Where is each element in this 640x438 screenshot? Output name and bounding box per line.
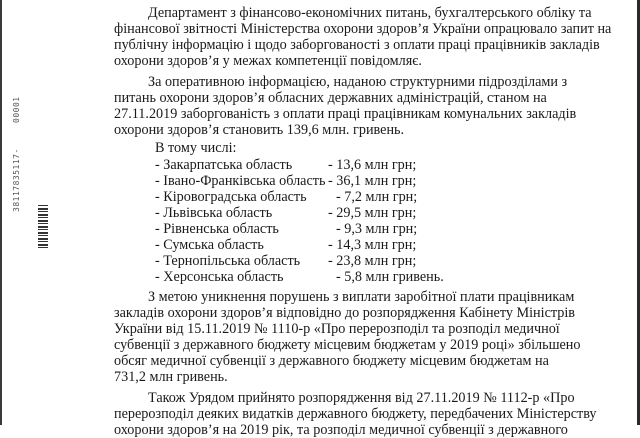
region-value: - 29,5 млн грн; (328, 205, 417, 221)
region-value: - 13,6 млн грн; (328, 157, 417, 173)
region-value: - 14,3 млн грн; (328, 237, 417, 253)
para4-line-1: Також Урядом прийнято розпорядження від 27.11.2019 № 1112-р «Про (148, 390, 575, 406)
para2-line-3: 27.11.2019 заборгованість з оплати праці працівникам комунальних закладів (114, 106, 577, 122)
region-name: - Івано-Франківська область (155, 173, 326, 189)
para3-line-6: 731,2 млн гривень. (114, 369, 228, 385)
region-name: - Львівська область (155, 205, 273, 221)
region-name: - Херсонська область (155, 269, 284, 285)
side-registration-code (12, 62, 34, 212)
para2-line-1: За оперативною інформацією, наданою структурними підрозділами з (148, 74, 568, 90)
para1-line-4: охорони здоров’я у межах компетенції повідомляє. (114, 53, 422, 69)
region-name: - Сумська область (155, 237, 264, 253)
side-code-number-2: 00001 (12, 96, 21, 123)
region-name: - Закарпатська область (155, 157, 293, 173)
region-name: - Тернопільська область (155, 253, 301, 269)
para2-line-4: охорони здоров’я становить 139,6 млн. гривень. (114, 122, 405, 138)
region-value: - 9,3 млн грн; (336, 221, 418, 237)
side-barcode (38, 205, 48, 249)
para3-line-3: України від 15.11.2019 № 1110-р «Про перерозподіл та розподіл медичної (114, 321, 560, 337)
para1-line-1: Департамент з фінансово-економічних питань, бухгалтерського обліку та (148, 5, 592, 21)
region-name: - Кіровоградська область (155, 189, 307, 205)
list-intro: В тому числі: (155, 140, 237, 156)
para1-line-3: публічну інформацію і щодо заборгованості з оплати праці працівників закладів (114, 37, 600, 53)
para3-line-5: обсяг медичної субвенції з державного бюджету місцевим бюджетам на (114, 353, 549, 369)
para3-line-1: З метою уникнення порушень з виплати заробітної плати працівникам (148, 289, 575, 305)
para4-line-3: охорони здоров’я на 2019 рік, та розподіл медичної субвенції з державного (114, 422, 568, 438)
scan-border-left (0, 0, 2, 425)
region-value: - 5,8 млн гривень. (336, 269, 444, 285)
side-code-number: 38117835117- (12, 148, 21, 212)
region-value: - 7,2 млн грн; (336, 189, 418, 205)
region-value: - 23,8 млн грн; (328, 253, 417, 269)
region-value: - 36,1 млн грн; (328, 173, 417, 189)
para4-line-2: перерозподіл деяких видатків державного бюджету, передбачених Міністерству (114, 406, 597, 422)
para1-line-2: фінансової звітності Міністерства охорони здоров’я України опрацювало запит на (114, 21, 612, 37)
para2-line-2: питань охорони здоров’я обласних державних адміністрацій, станом на (114, 90, 547, 106)
region-name: - Рівненська область (155, 221, 279, 237)
para3-line-2: закладів охорони здоров’я відповідно до розпорядження Кабінету Міністрів (114, 305, 575, 321)
para3-line-4: субвенції з державного бюджету місцевим бюджетам у 2019 році» збільшено (114, 337, 581, 353)
